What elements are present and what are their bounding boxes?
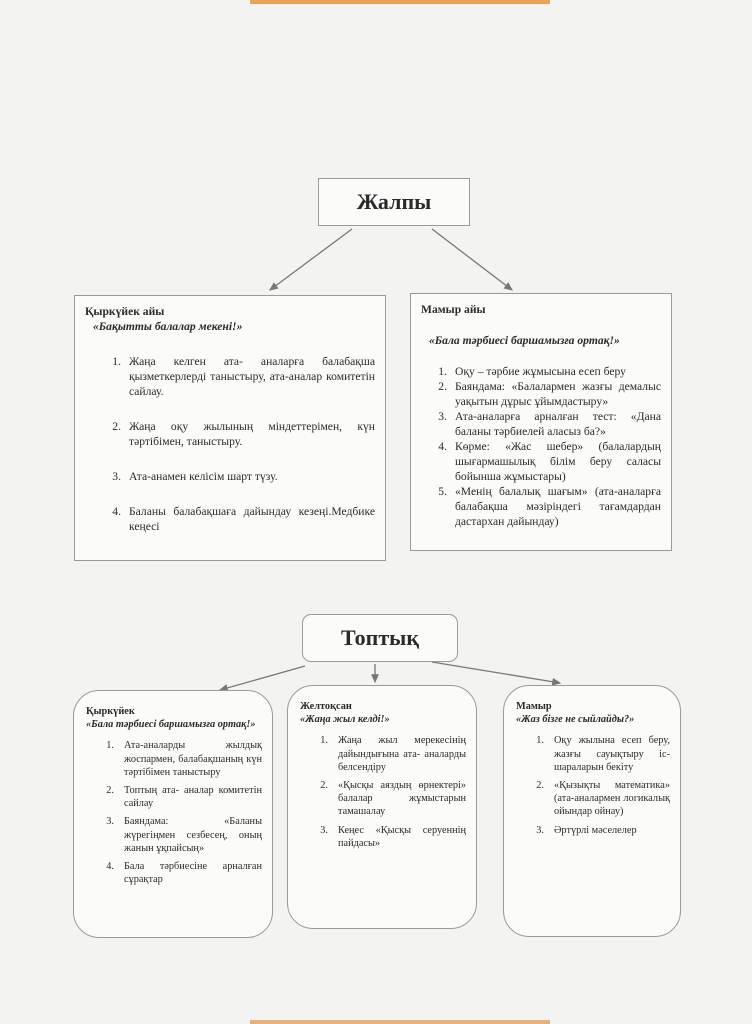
group-december-card [287, 685, 477, 929]
panel-list [429, 364, 661, 529]
card-subtitle: «Жаңа жыл келді!» [300, 714, 390, 726]
arrow-general-to-may [432, 229, 512, 290]
card-month: Мамыр [516, 701, 552, 712]
card-list [100, 739, 262, 886]
list-item: 2. «Қысқы аяздың өрнектері» балалар жұмыстарын тамашалау [320, 780, 466, 818]
list-item: 3. Ата-аналарға арналған тест: «Дана баланы тәрбиелей аласыз ба?» [438, 410, 661, 438]
general-title-box [318, 178, 470, 226]
list-item: 3. Ата-анамен келісім шарт түзу. [112, 470, 278, 483]
general-september-panel [74, 295, 386, 561]
panel-subtitle: «Бақытты балалар мекені!» [93, 320, 243, 333]
list-item: 2. Баяндама: «Балалармен жазғы демалыс уақытын дұрыс ұйымдастыру» [438, 380, 661, 408]
list-item: 4. Баланы балабақшаға дайындау кезеңі.Медбике кеңесі [112, 505, 375, 533]
list-item: 1. Жаңа келген ата- аналарға балабақша қызметкерлерді таныстыру, ата-аналар комитетін сайлау. [112, 355, 375, 398]
list-item: 4. Бала тәрбиесіне арналған сұрақтар [106, 861, 262, 886]
list-item: 1. Жаңа жыл мерекесінің дайындығына ата- аналарды белсендіру [320, 735, 466, 773]
list-item: 2. «Қызықты математика» (ата-аналармен логикалық ойындар ойнау) [536, 780, 670, 818]
arrow-group-to-september [220, 666, 305, 690]
group-title-box [302, 614, 458, 662]
list-item: 3. Кеңес «Қысқы серуеннің пайдасы» [320, 824, 466, 849]
list-item: 5. «Менің балалық шағым» (ата-аналарға балабақша мәзіріндегі тағамдардан дастархан дайындау) [438, 485, 661, 528]
panel-subtitle: «Бала тәрбиесі баршамызға ортақ!» [429, 334, 620, 347]
card-list [314, 734, 466, 850]
card-month: Желтоқсан [300, 701, 352, 712]
list-item: 3. Баяндама: «Баланы жүрегіңмен сезбесең, оның жанын ұқпайсың» [106, 816, 262, 854]
panel-month: Қыркүйек айы [85, 305, 165, 318]
card-subtitle: «Жаз бізге не сыйлайды?» [516, 714, 635, 726]
general-may-panel [410, 293, 672, 551]
group-may-card [503, 685, 681, 937]
list-item: 1. Ата-аналарды жылдық жоспармен, балабақшаның күн тәртібімен таныстыру [106, 740, 262, 778]
list-item: 4. Көрме: «Жас шебер» (балалардың шығармашылық білім беру саласы бойынша жұмыстары) [438, 440, 661, 483]
general-title: Жалпы [356, 189, 432, 214]
list-item: 1. Оқу – тәрбие жұмысына есеп беру [438, 365, 626, 378]
card-subtitle: «Бала тәрбиесі баршамызға ортақ!» [86, 719, 256, 731]
list-item: 3. Әртүрлі мәселелер [536, 824, 637, 836]
group-title: Топтық [340, 625, 420, 650]
group-september-card [73, 690, 273, 938]
arrow-group-to-may [432, 662, 560, 683]
list-item: 2. Топтың ата- аналар комитетін сайлау [106, 785, 262, 810]
arrow-general-to-september [270, 229, 352, 290]
card-list [530, 734, 670, 836]
panel-month: Мамыр айы [421, 303, 486, 316]
card-month: Қыркүйек [86, 706, 135, 717]
list-item: 1. Оқу жылына есеп беру, жазғы сауықтыру іс-шараларын бекіту [536, 735, 670, 773]
panel-list [103, 354, 375, 534]
list-item: 2. Жаңа оқу жылының міндеттерімен, күн тәртібімен, таныстыру. [112, 420, 375, 448]
